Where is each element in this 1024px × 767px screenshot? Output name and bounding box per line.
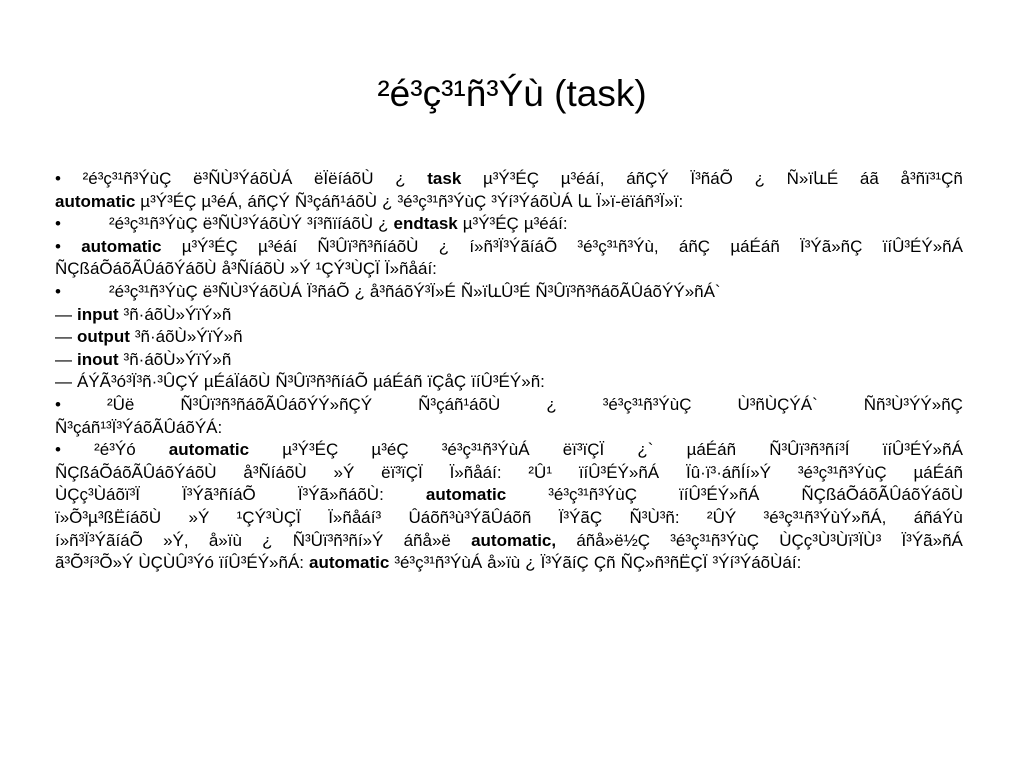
text-line <box>55 349 963 372</box>
text-line <box>55 236 963 259</box>
word: ÁÝÃ³ó³Ï³ñ·³ÛÇÝ <box>77 372 199 392</box>
word: inout <box>77 349 119 369</box>
word: å³ñáõÝ³Ï»É <box>369 281 456 301</box>
list-marker: — <box>55 349 72 369</box>
list-marker: • <box>55 169 61 188</box>
word: µáÉáñ <box>372 372 423 392</box>
word: ëï³ïÇÏ <box>562 440 605 460</box>
word: áñÇÝ <box>626 169 669 188</box>
word: Çñ <box>593 553 616 573</box>
word: Ûáõñ³ù³ÝãÛáõñ <box>408 507 532 527</box>
word: Ñ³Ûï³ñ³ñáõÃÛáõÝÝ»ñÇÝ <box>180 394 373 414</box>
word: ³é³ç³¹ñ³ÝùÇ <box>548 485 637 505</box>
list-marker: — <box>55 304 72 324</box>
bullet-gap <box>66 213 104 236</box>
word: ¿ <box>354 281 365 301</box>
word: µ³Ý³ÉÇ <box>282 440 339 460</box>
word: Ñ³çáñ¹áõÙ <box>294 191 378 211</box>
word: Ï»ñåáí³ <box>328 507 382 527</box>
word: automatic, <box>471 530 557 550</box>
list-marker: • <box>55 214 61 234</box>
word: áñå»ë <box>403 530 451 550</box>
word: ³é³ç³¹ñ³ÝùÇ <box>397 191 487 211</box>
word: »Ý <box>333 462 355 482</box>
word: å»ïù <box>208 530 242 550</box>
word: ë³ÑÙ³ÝáõÙÝ <box>202 214 302 234</box>
word: ¿` <box>637 440 654 460</box>
text-line <box>55 552 963 575</box>
word: µáÉáñ <box>730 236 780 256</box>
word: Ñ³Ûï³ñ³ñíáÕ <box>275 372 368 392</box>
word: automatic <box>425 485 507 505</box>
word: áñå»ë½Ç <box>576 530 651 550</box>
word: ³ñ·áõÙ»ÝïÝ»ñ <box>123 349 232 369</box>
word: ³é³ç³¹ñ³ÝùÝ»ñÁ, <box>763 507 887 527</box>
word: Ï³ÝãÇ <box>558 507 603 527</box>
word: ³é³ç³¹ñ³Ýù, <box>577 236 659 256</box>
word: ëÏëíáõÙ <box>313 169 374 188</box>
list-marker: • <box>55 281 61 301</box>
word: µ³Ý³ÉÇ <box>181 236 238 256</box>
slide-title: ²é³ç³¹ñ³Ýù (task) <box>377 73 647 114</box>
word: ïíÛ³ÉÝ»ñÁ <box>578 462 660 482</box>
word: Ï»ñåáí: <box>384 259 437 279</box>
word: ³é³ç³¹ñ³ÝùÇ <box>797 462 887 482</box>
word: í»ñ³Ï³ÝãíáÕ <box>469 236 558 256</box>
word: ¿ <box>262 530 273 550</box>
word: Ï³Ýã»ñÇ <box>800 236 863 256</box>
word: ²é³ç³¹ñ³ÝùÇ <box>108 281 198 301</box>
word: ²Û¹ <box>528 462 552 482</box>
word: µ³éÇ <box>371 440 409 460</box>
word: ¿ <box>546 394 557 414</box>
slide-body <box>55 168 963 575</box>
text-line <box>55 462 963 485</box>
word: Ñ³Ûï³ñ³ñí³Í <box>769 440 850 460</box>
word: ²é³Ýó <box>94 440 136 460</box>
word: ³Ýí³ÝáõÙÁ <box>491 191 573 211</box>
word: ã³Õ³í³Õ»Ý <box>55 553 134 573</box>
word: áñáÝù <box>913 507 963 527</box>
list-marker: • <box>55 394 61 414</box>
word: å³ÑíáõÙ <box>221 259 285 279</box>
word: ÑÇßáÕáõÃÛáõÝáõÙ <box>55 259 217 279</box>
word: µ³éáí: <box>523 214 568 234</box>
word: å»ïù <box>487 553 521 573</box>
text-line <box>55 394 963 417</box>
word: automatic <box>55 191 136 211</box>
word: Ï³Ýã³ñíáÕ <box>182 485 256 505</box>
word: µ³éáí <box>258 236 298 256</box>
word: µáÉáñ <box>686 440 737 460</box>
text-line <box>55 484 963 507</box>
word: µ³éáí, <box>560 169 605 188</box>
list-marker: — <box>55 327 72 347</box>
word: Ñ³çáñ¹áõÙ <box>418 394 501 414</box>
word: ²é³ç³¹ñ³ÝùÇ <box>108 214 198 234</box>
word: Ññ³Ù³ÝÝ»ñÇ <box>863 394 963 414</box>
word: áã <box>859 169 879 188</box>
word: Ï³Ýã»ñÁ <box>901 530 963 550</box>
word: ïÇåÇ <box>427 372 467 392</box>
word: output <box>77 327 130 347</box>
word: »Ý <box>289 259 311 279</box>
word: ¿ <box>378 214 389 234</box>
word: ²ÛÝ <box>706 507 737 527</box>
word: Ï³ÝãíÇ <box>540 553 589 573</box>
text-line <box>55 213 963 236</box>
word: µ³Ý³ÉÇ <box>462 214 519 234</box>
text-line <box>55 191 963 214</box>
word: ³ñ·áõÙ»ÝïÝ»ñ <box>123 304 232 324</box>
word: ³é³ç³¹ñ³ÝùÁ <box>394 553 483 573</box>
word: ïíÛ³ÉÝ»ñÁ <box>882 440 963 460</box>
word: endtask <box>393 214 458 234</box>
word: task <box>427 169 462 188</box>
word: Ñ»ïևÛ³É <box>460 281 531 301</box>
word: ë³ÑÙ³ÝáõÙÁ <box>193 169 293 188</box>
word: Ñ³Ûï³ñ³ñíáõÙ <box>317 236 419 256</box>
word: ÑÇßáÕáõÃÛáõÝáõÙ <box>55 462 217 482</box>
word: automatic <box>168 440 250 460</box>
list-marker: — <box>55 372 72 392</box>
word: ²é³ç³¹ñ³ÝùÇ <box>82 169 172 188</box>
list-marker: • <box>55 440 61 460</box>
word: ÙÇç³Ùáõï³Ï <box>55 485 141 505</box>
word: »Ý <box>188 507 210 527</box>
word: ³é³ç³¹ñ³ÝùÁ <box>441 440 530 460</box>
text-line <box>55 258 963 281</box>
word: Ï»ñåáí: <box>449 462 502 482</box>
word: input <box>77 304 119 324</box>
word: Ñ»ïևÉ <box>786 169 839 188</box>
word: ¿ <box>754 169 765 188</box>
text-line <box>55 326 963 349</box>
word: ïíÛ³ÉÝ»ñÁ <box>882 236 963 256</box>
word: ë³ÑÙ³ÝáõÙÁ <box>202 281 302 301</box>
word: Ñ³Ûï³ñ³ñáõÃÛáõÝÝ»ñÁ` <box>535 281 721 301</box>
word: ¹ÇÝ³ÙÇÏ <box>236 507 301 527</box>
word: ïíÛ³ÉÝ»ñÁ <box>679 485 760 505</box>
word: ¿ <box>438 236 450 256</box>
word: ³í³ñïíáõÙ <box>306 214 374 234</box>
word: Ï³ñáÕ <box>306 281 350 301</box>
word: ïíÛ³ÉÝ»ñÁ: <box>218 553 305 573</box>
word: Ñ³Ù³ñ: <box>629 507 680 527</box>
text-line <box>55 371 963 394</box>
text-line <box>55 417 963 440</box>
word: áñÇÝ <box>247 191 290 211</box>
word: Ñ³çáñ¹³Ï³ÝáõÃÛáõÝÁ: <box>55 417 223 437</box>
word: ³Ýí³ÝáõÙáí: <box>712 553 802 573</box>
word: ÑÇ»ñ³ñËÇÏ <box>620 553 708 573</box>
word: Ñ³Ûï³ñ³ñí»Ý <box>292 530 384 550</box>
word: µ³Ý³ÉÇ <box>482 169 540 188</box>
text-line <box>55 304 963 327</box>
word: ¿ <box>382 191 393 211</box>
word: µÉáÏáõÙ <box>203 372 271 392</box>
text-line <box>55 281 963 304</box>
word: ²Ûë <box>106 394 135 414</box>
word: ³é³ç³¹ñ³ÝùÇ <box>670 530 760 550</box>
word: ¿ <box>395 169 406 188</box>
word: ¿ <box>525 553 536 573</box>
bullet-gap <box>66 281 104 304</box>
word: ï»Õ³µ³ßËíáõÙ <box>55 507 162 527</box>
word: µáÉáñ <box>913 462 963 482</box>
word: Ï³Ýã»ñáõÙ: <box>297 485 384 505</box>
word: »Ý, <box>163 530 189 550</box>
word: Ï»ï-ëïáñ³Ï»ï: <box>596 191 684 211</box>
text-line <box>55 168 963 191</box>
word: Ï³ñáÕ <box>690 169 733 188</box>
word: և <box>577 191 592 211</box>
word: automatic <box>81 236 162 256</box>
text-line <box>55 507 963 530</box>
word: µ³Ý³ÉÇ <box>140 191 197 211</box>
word: å³ÑíáõÙ <box>243 462 307 482</box>
word: µ³éÁ, <box>201 191 243 211</box>
word: ¹ÇÝ³ÙÇÏ <box>315 259 380 279</box>
word: Ïû·ï³·áñÍí»Ý <box>685 462 772 482</box>
word: ÑÇßáÕáõÃÛáõÝáõÙ <box>801 485 963 505</box>
word: ëï³ïÇÏ <box>381 462 423 482</box>
list-marker: • <box>55 236 61 256</box>
word: Ù³ñÙÇÝÁ` <box>737 394 818 414</box>
word: å³ñï³¹Çñ <box>900 169 963 188</box>
word: ³é³ç³¹ñ³ÝùÇ <box>602 394 692 414</box>
word: automatic <box>309 553 390 573</box>
word: ÙÇÙÛ³Ýó <box>138 553 214 573</box>
word: ³ñ·áõÙ»ÝïÝ»ñ <box>134 327 243 347</box>
text-line <box>55 530 963 553</box>
text-line <box>55 439 963 462</box>
word: í»ñ³Ï³ÝãíáÕ <box>55 530 143 550</box>
word: ÙÇç³Ù³Ùï³ÏÙ³ <box>779 530 882 550</box>
word: ïíÛ³ÉÝ»ñ: <box>471 372 545 392</box>
word: áñÇ <box>678 236 711 256</box>
